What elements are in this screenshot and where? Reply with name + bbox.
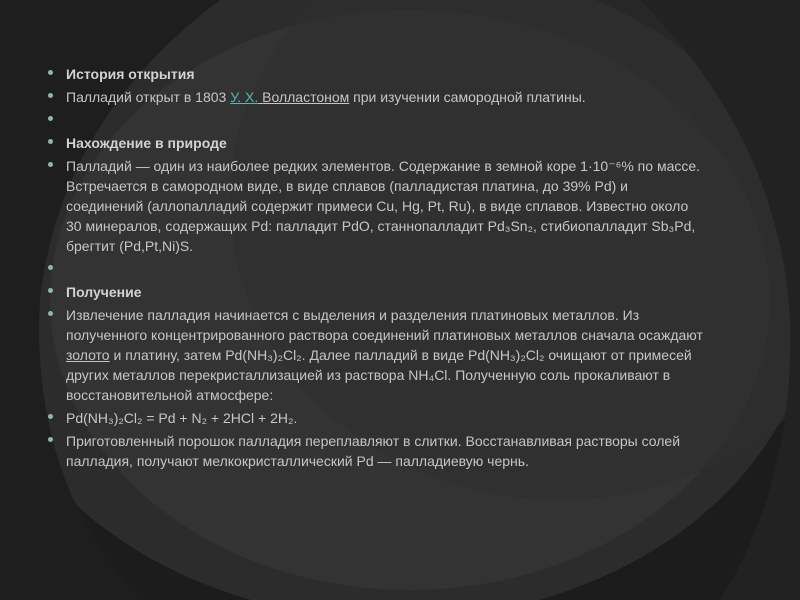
bullet-icon bbox=[48, 288, 53, 293]
list-item bbox=[48, 133, 703, 153]
heading-occurrence: Нахождение в природе bbox=[66, 135, 227, 151]
list-item bbox=[48, 305, 703, 405]
bullet-icon bbox=[48, 70, 53, 75]
bullet-icon bbox=[48, 265, 53, 270]
production-text-a: Извлечение палладия начинается с выделения и разделения платиновых металлов. Из полученного концентрированного раствора соединений платиновых металлов сначала осаждают bbox=[66, 307, 703, 343]
list-item bbox=[48, 282, 703, 302]
bullet-icon bbox=[48, 116, 53, 121]
link-initials[interactable]: У. Х. bbox=[230, 89, 259, 105]
bullet-icon bbox=[48, 139, 53, 144]
heading-history: История открытия bbox=[66, 66, 195, 82]
list-item bbox=[48, 156, 703, 256]
list-item-empty bbox=[48, 259, 703, 279]
list-item bbox=[48, 64, 703, 84]
production-text-b: и платину, затем Pd(NH₃)₂Cl₂. Далее палладий в виде Pd(NH₃)₂Cl₂ очищают от примесей других металлов перекристаллизацией из раствора NH₄Cl. Полученную соль прокаливают в восстановительной атмосфере: bbox=[66, 347, 692, 403]
bullet-icon bbox=[48, 93, 53, 98]
reaction-equation: Pd(NH₃)₂Cl₂ = Pd + N₂ + 2HCl + 2H₂. bbox=[66, 410, 298, 426]
production-text-final: Приготовленный порошок палладия переплавляют в слитки. Восстанавливая растворы солей палладия, получают мелкокристаллический Pd — палладиевую чернь. bbox=[66, 433, 681, 469]
list-item bbox=[48, 87, 703, 107]
list-item-empty bbox=[48, 110, 703, 130]
link-gold[interactable]: золото bbox=[66, 347, 110, 363]
history-text-after: при изучении самородной платины. bbox=[349, 89, 586, 105]
heading-production: Получение bbox=[66, 284, 142, 300]
list-item bbox=[48, 431, 703, 471]
slide-content bbox=[48, 64, 703, 474]
bullet-icon bbox=[48, 162, 53, 167]
bullet-icon bbox=[48, 437, 53, 442]
link-wollaston[interactable]: Волластоном bbox=[262, 89, 350, 105]
bullet-icon bbox=[48, 311, 53, 316]
list-item bbox=[48, 408, 703, 428]
history-text-before: Палладий открыт в 1803 bbox=[66, 89, 231, 105]
occurrence-text: Палладий — один из наиболее редких элементов. Содержание в земной коре 1·10⁻⁶% по массе. Встречается в самородном виде, в виде сплавов (палладистая платина, до 39% Pd) и соединений (аллопалладий содержит примеси Cu, Hg, Pt, Ru), в виде сплавов. Известно около 30 минералов, содержащих Pd: палладит PdO, станнопалладит Pd₃Sn₂, стибиопалладит Sb₃Pd, брегтит (Pd,Pt,Ni)S. bbox=[66, 158, 701, 254]
bullet-icon bbox=[48, 414, 53, 419]
